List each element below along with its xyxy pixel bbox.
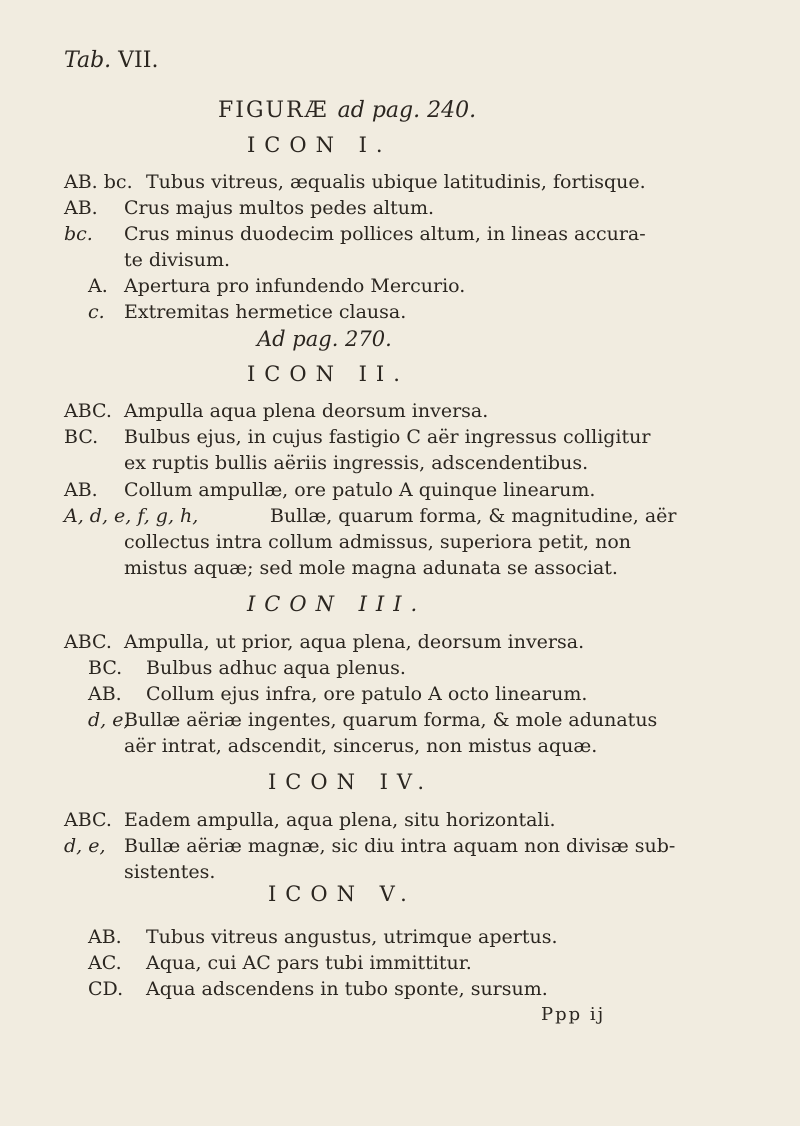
entry-label: AC. bbox=[88, 952, 122, 974]
entry-label: bc. bbox=[64, 223, 93, 245]
entry-text: Collum ampullæ, ore patulo A quinque linearum. bbox=[124, 479, 596, 501]
entry-text: Eadem ampulla, aqua plena, situ horizontali. bbox=[124, 809, 556, 831]
entry-label: CD. bbox=[88, 978, 124, 1000]
icon-1-heading: ICON I. bbox=[247, 133, 392, 157]
entry-text: Apertura pro infundendo Mercurio. bbox=[124, 275, 466, 297]
entry-label: AB. bc. bbox=[64, 171, 133, 193]
entry-label: d, e, bbox=[64, 835, 106, 857]
entry-label: AB. bbox=[88, 683, 122, 705]
entry-text: Tubus vitreus angustus, utrimque apertus. bbox=[146, 926, 558, 948]
tab-prefix: Tab. bbox=[64, 48, 112, 73]
entry-text: Aqua, cui AC pars tubi immittitur. bbox=[146, 952, 472, 974]
entry-label: ABC. bbox=[64, 400, 112, 422]
entry-text: collectus intra collum admissus, superiora petit, non bbox=[124, 531, 632, 553]
entry-label: AB. bbox=[88, 926, 122, 948]
entry-text: aër intrat, adscendit, sincerus, non mistus aquæ. bbox=[124, 735, 598, 757]
entry-text: Tubus vitreus, æqualis ubique latitudinis, fortisque. bbox=[146, 171, 646, 193]
entry-label: AB. bbox=[64, 479, 98, 501]
entry-label: ABC. bbox=[64, 809, 112, 831]
entry-label: A. bbox=[88, 275, 108, 297]
entry-label: ABC. bbox=[64, 631, 112, 653]
icon-4-heading: ICON IV. bbox=[268, 770, 434, 794]
entry-text: Bulbus ejus, in cujus fastigio C aër ingressus colligitur bbox=[124, 426, 651, 448]
entry-text: Bulbus adhuc aqua plenus. bbox=[146, 657, 406, 679]
entry-text: Crus majus multos pedes altum. bbox=[124, 197, 435, 219]
entry-text: Ampulla, ut prior, aqua plena, deorsum inversa. bbox=[124, 631, 585, 653]
entry-label: A, d, e, f, g, h, bbox=[64, 505, 199, 527]
entry-text: Ampulla aqua plena deorsum inversa. bbox=[124, 400, 489, 422]
entry-text: Collum ejus infra, ore patulo A octo linearum. bbox=[146, 683, 588, 705]
entry-text: sistentes. bbox=[124, 861, 216, 883]
icon-3-heading: ICON III. bbox=[247, 592, 427, 616]
figure-title bbox=[218, 98, 476, 123]
entry-text: Crus minus duodecim pollices altum, in lineas accura- bbox=[124, 223, 646, 245]
entry-label: BC. bbox=[88, 657, 123, 679]
icon-2-heading: ICON II. bbox=[247, 362, 409, 386]
entry-text: mistus aquæ; sed mole magna adunata se associat. bbox=[124, 557, 618, 579]
entry-label: BC. bbox=[64, 426, 99, 448]
entry-text: Extremitas hermetice clausa. bbox=[124, 301, 407, 323]
figure-page-ref: ad pag. 240. bbox=[337, 98, 477, 123]
page-reference: Ad pag. 270. bbox=[257, 327, 392, 351]
entry-text: Bullæ aëriæ magnæ, sic diu intra aquam non divisæ sub- bbox=[124, 835, 676, 857]
entry-text: te divisum. bbox=[124, 249, 231, 271]
entry-label: d, e, bbox=[88, 709, 130, 731]
tab-number: VII. bbox=[118, 48, 159, 73]
signature-mark: Ppp ij bbox=[541, 1004, 606, 1025]
entry-label: AB. bbox=[64, 197, 98, 219]
entry-text: ex ruptis bullis aëriis ingressis, adscendentibus. bbox=[124, 452, 589, 474]
entry-text: Bullæ aëriæ ingentes, quarum forma, & mole adunatus bbox=[124, 709, 658, 731]
entry-label: c. bbox=[88, 301, 105, 323]
plate-label bbox=[64, 48, 158, 73]
entry-text: Bullæ, quarum forma, & magnitudine, aër bbox=[270, 505, 677, 527]
icon-5-heading: ICON V. bbox=[268, 882, 416, 906]
figure-title-word: FIGURÆ bbox=[218, 98, 329, 123]
entry-text: Aqua adscendens in tubo sponte, sursum. bbox=[146, 978, 548, 1000]
